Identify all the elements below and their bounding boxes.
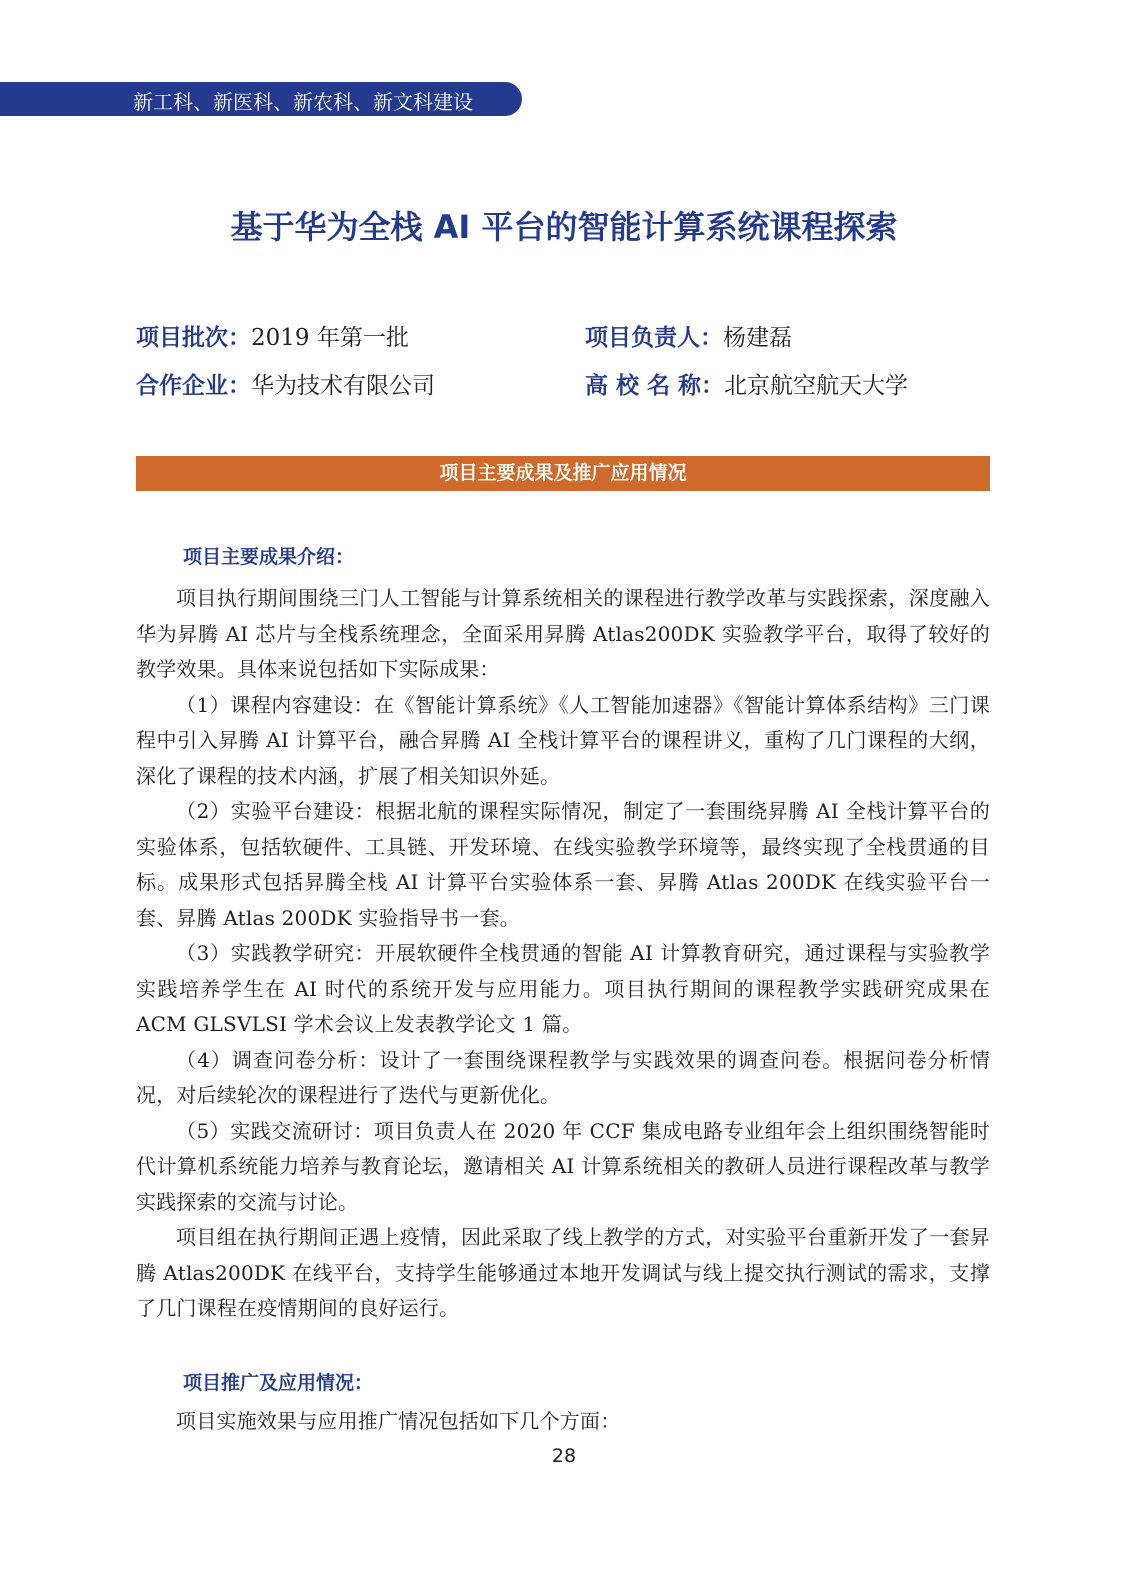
achievements-body bbox=[136, 581, 990, 1327]
promotion-body bbox=[136, 1404, 990, 1440]
paragraph: 项目实施效果与应用推广情况包括如下几个方面： bbox=[176, 1409, 621, 1433]
header-band bbox=[0, 82, 522, 116]
section-bar bbox=[136, 456, 990, 491]
header-category: 新工科、新医科、新农科、新文科建设 bbox=[133, 90, 473, 114]
achievements-heading: 项目主要成果介绍： bbox=[183, 546, 355, 568]
section-title: 项目主要成果及推广应用情况 bbox=[439, 462, 687, 484]
meta-company-value: 华为技术有限公司 bbox=[251, 373, 435, 399]
meta-company bbox=[136, 371, 435, 401]
paragraph: （1）课程内容建设：在《智能计算系统》《人工智能加速器》《智能计算体系结构》三门课程中引入昇腾 AI 计算平台，融合昇腾 AI 全栈计算平台的课程讲义，重构了几门课程的大纲，深化了课程的技术内涵，扩展了相关知识外延。 bbox=[136, 692, 990, 788]
meta-school-label: 高 校 名 称： bbox=[585, 373, 725, 399]
meta-school-value: 北京航空航天大学 bbox=[724, 373, 909, 399]
meta-leader bbox=[585, 323, 792, 353]
page-number: 28 bbox=[551, 1445, 577, 1467]
promotion-heading: 项目推广及应用情况： bbox=[183, 1372, 374, 1394]
paragraph: （4）调查问卷分析：设计了一套围绕课程教学与实践效果的调查问卷。根据问卷分析情况，对后续轮次的课程进行了迭代与更新优化。 bbox=[136, 1047, 990, 1107]
meta-company-label: 合作企业： bbox=[136, 373, 251, 399]
page-title: 基于华为全栈 AI 平台的智能计算系统课程探索 bbox=[230, 208, 898, 246]
paragraph: （5）实践交流研讨：项目负责人在 2020 年 CCF 集成电路专业组年会上组织围绕智能时代计算机系统能力培养与教育论坛，邀请相关 AI 计算系统相关的教研人员进行课程改革与教学实践探索的交流与讨论。 bbox=[136, 1118, 990, 1214]
paragraph: （2）实验平台建设：根据北航的课程实际情况，制定了一套围绕昇腾 AI 全栈计算平台的实验体系，包括软硬件、工具链、开发环境、在线实验教学环境等，最终实现了全栈贯通的目标。成果形式包括昇腾全栈 AI 计算平台实验体系一套、昇腾 Atlas 200DK 在线实验平台一套、昇腾 Atlas 200DK 实验指导书一套。 bbox=[136, 799, 990, 930]
paragraph: （3）实践教学研究：开展软硬件全栈贯通的智能 AI 计算教育研究，通过课程与实验教学实践培养学生在 AI 时代的系统开发与应用能力。项目执行期间的课程教学实践研究成果在 ACM GLSVLSI 学术会议上发表教学论文 1 篇。 bbox=[136, 941, 990, 1036]
paragraph: 项目执行期间围绕三门人工智能与计算系统相关的课程进行教学改革与实践探索，深度融入华为昇腾 AI 芯片与全栈系统理念，全面采用昇腾 Atlas200DK 实验教学平台，取得了较好的教学效果。具体来说包括如下实际成果： bbox=[136, 586, 990, 681]
meta-batch-label: 项目批次： bbox=[136, 325, 251, 351]
meta-school bbox=[585, 371, 908, 401]
meta-batch-value: 2019 年第一批 bbox=[251, 325, 409, 351]
meta-batch bbox=[136, 323, 409, 353]
paragraph: 项目组在执行期间正遇上疫情，因此采取了线上教学的方式，对实验平台重新开发了一套昇腾 Atlas200DK 在线平台，支持学生能够通过本地开发调试与线上提交执行测试的需求，支撑了几门课程在疫情期间的良好运行。 bbox=[136, 1225, 990, 1320]
meta-leader-label: 项目负责人： bbox=[585, 325, 723, 351]
meta-leader-value: 杨建磊 bbox=[723, 325, 792, 351]
